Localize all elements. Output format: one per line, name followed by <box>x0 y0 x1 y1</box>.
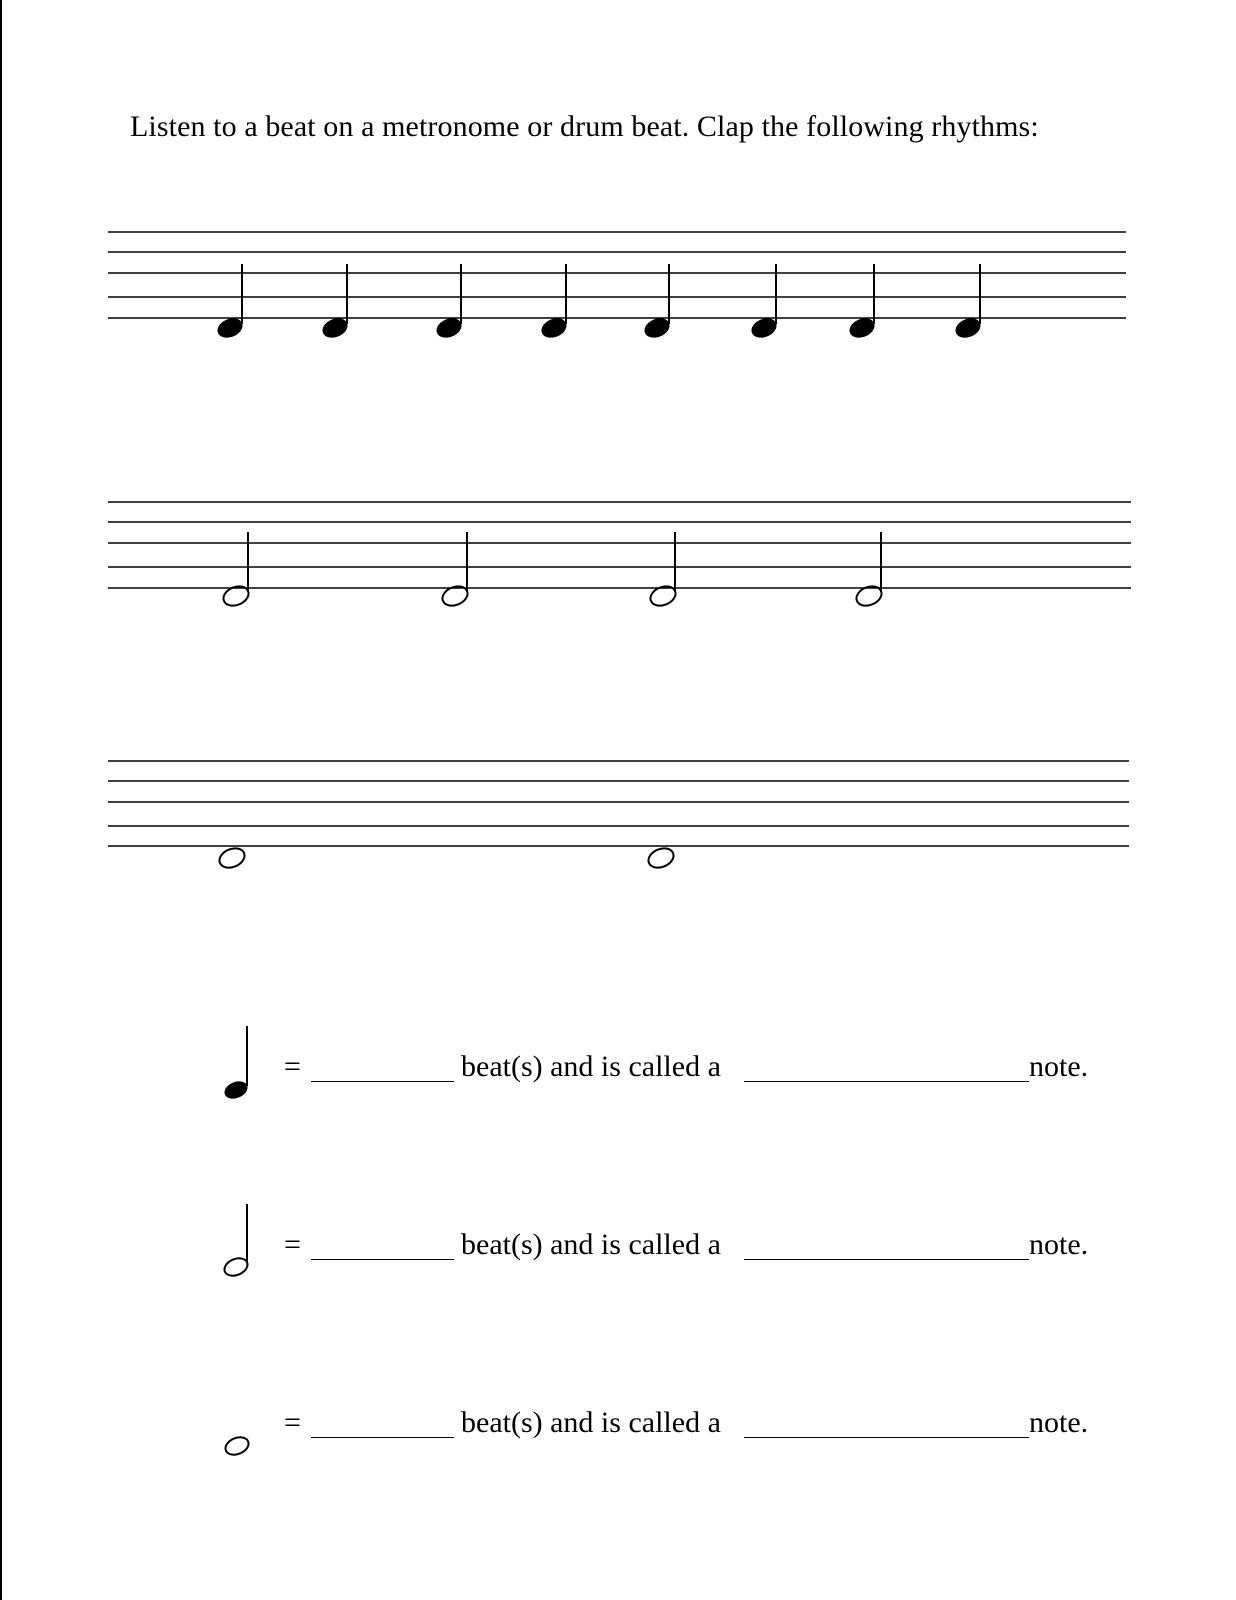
beats-answer-blank[interactable] <box>311 1081 454 1082</box>
quarter-note <box>320 264 351 341</box>
quarter-note <box>539 264 570 341</box>
whole-note-icon <box>210 1376 270 1486</box>
beats-answer-blank[interactable] <box>311 1437 454 1438</box>
staff-half-notes <box>0 490 1236 650</box>
note-label: note. <box>1029 1050 1089 1083</box>
equals-sign: = <box>284 1050 301 1083</box>
quarter-note <box>642 264 673 341</box>
note-label: note. <box>1029 1228 1089 1261</box>
note-name-answer-blank[interactable] <box>744 1081 1029 1082</box>
beats-answer-blank[interactable] <box>311 1259 454 1260</box>
half-note-icon <box>210 1198 270 1308</box>
whole-note <box>217 845 248 871</box>
whole-note <box>646 845 677 871</box>
equals-sign: = <box>284 1228 301 1261</box>
question-whole-note <box>0 1376 1236 1486</box>
quarter-note <box>847 264 878 341</box>
quarter-note <box>215 264 246 341</box>
instruction-text: Listen to a beat on a metronome or drum beat. Clap the following rhythms: <box>130 110 1039 143</box>
question-half-note <box>0 1198 1236 1308</box>
beats-label: beat(s) and is called a <box>461 1228 721 1261</box>
equals-sign: = <box>284 1406 301 1439</box>
quarter-note <box>953 264 984 341</box>
staff-quarter-notes <box>0 220 1236 380</box>
note-name-answer-blank[interactable] <box>744 1437 1029 1438</box>
beats-label: beat(s) and is called a <box>461 1406 721 1439</box>
staff-whole-notes <box>0 750 1236 910</box>
quarter-note-icon <box>210 1020 270 1130</box>
quarter-note <box>434 264 465 341</box>
note-label: note. <box>1029 1406 1089 1439</box>
quarter-note <box>749 264 780 341</box>
note-name-answer-blank[interactable] <box>744 1259 1029 1260</box>
question-quarter-note <box>0 1020 1236 1130</box>
beats-label: beat(s) and is called a <box>461 1050 721 1083</box>
